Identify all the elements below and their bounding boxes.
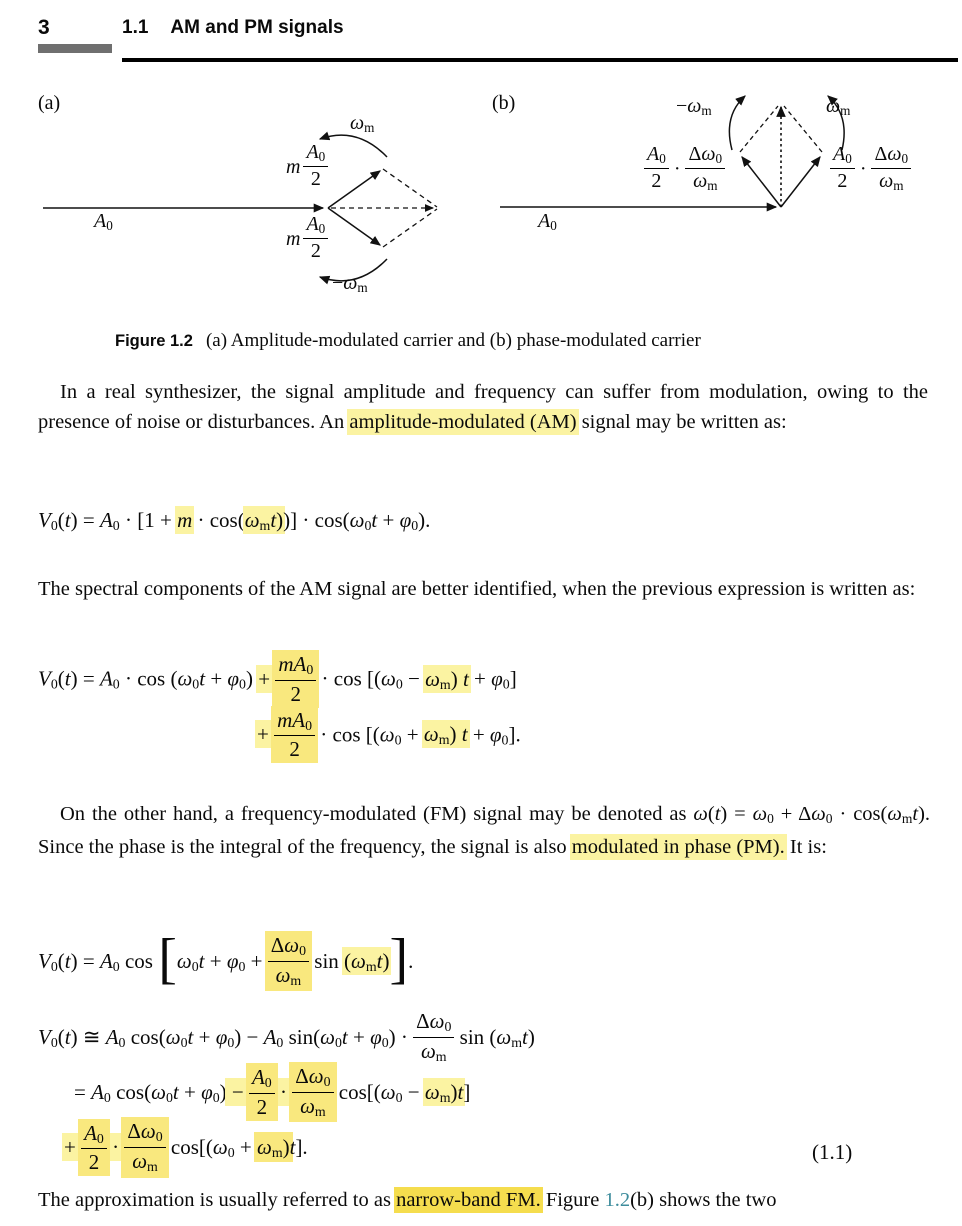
math-frac: $\frac{A0}{2}$ [249, 1066, 275, 1118]
equation-line: = A0 cos(ω0t + φ0) − $\frac{A0}{2}$ · $\frac{\Delta\omega 0}{\omega m}$ cos[(ω0 − ωm)t] [74, 1064, 471, 1120]
math-frac: $\frac{A0}{2}$ [303, 214, 328, 262]
math-frac: $\frac{A0}{2}$ [830, 144, 855, 192]
lower-sideband-arrow-a [328, 208, 380, 245]
highlight: narrow-band FM. [396, 1189, 541, 1211]
highlight: − $\frac{A0}{2}$ · $\frac{\Delta\omega 0}{\omega m}$ [227, 1080, 334, 1104]
parallelogram-dashed-upper-a [383, 169, 437, 207]
panel-a-label: (a) [38, 92, 61, 114]
panel-b-label: (b) [492, 92, 516, 114]
rotation-label-right-b: ωm [826, 95, 851, 118]
figure-caption-label: Figure 1.2 [115, 332, 193, 350]
math-frac: $\frac{\Delta\omega 0}{\omega m}$ [268, 934, 309, 988]
section-heading [122, 17, 344, 39]
equation-number: (1.1) [812, 1140, 853, 1164]
section-number: 1.1 [122, 17, 149, 38]
highlight: modulated in phase (PM). [571, 836, 785, 859]
carrier-amplitude-label-a: A0 [94, 210, 113, 233]
math-frac: $\frac{mA0}{2}$ [274, 709, 315, 761]
math-frac: $\frac{A0}{2}$ [303, 142, 328, 190]
parallelogram-dashed-right-b [784, 106, 822, 152]
rotation-arc-top-a [320, 135, 387, 157]
highlight: amplitude-modulated (AM) [349, 410, 577, 433]
highlight: + [257, 722, 275, 747]
upper-sideband-arrow-a [328, 171, 380, 208]
paragraph-3: On the other hand, a frequency-modulated (FM) signal may be denoted as ω(t) = ω0 + Δω0 · cos(ωmt). Since the phase is the integral of the frequency, the signal is also modulated in phase (PM). It is: [38, 803, 931, 859]
paragraph-1: In a real synthesizer, the signal amplitude and frequency can suffer from modulation, owing to the presence of noise or disturbances. An amplitude-modulated (AM) signal may be written as: [38, 381, 928, 433]
parallelogram-dashed-left-b [740, 106, 778, 152]
sideband-label-left-b: $\frac{A0}{2}$ · $\frac{\Delta\omega 0}{\omega m}$ [644, 146, 725, 195]
equation-line: + $\frac{A0}{2}$ · $\frac{\Delta\omega 0}{\omega m}$ cos[(ω0 + ωm)t]. [64, 1119, 308, 1175]
parallelogram-dashed-lower-a [383, 209, 437, 247]
math-frac: $\frac{A0}{2}$ [81, 1122, 107, 1174]
highlight: ωm)t [424, 1080, 464, 1106]
header-rule [122, 58, 958, 62]
highlight: m [177, 508, 193, 532]
rotation-label-top-a: ωm [350, 112, 375, 135]
paragraph-4: The approximation is usually referred to as narrow-band FM. Figure 1.2(b) shows the two [38, 1189, 777, 1211]
equation-line: V0(t) ≅ A0 cos(ω0t + φ0) − A0 sin(ω0t + φ0) · $\frac{\Delta\omega 0}{\omega m}$ sin (ωmt) [38, 1009, 535, 1064]
figure-panel [0, 86, 962, 332]
paragraph-2: The spectral components of the AM signal are better identified, when the previous expression is written as: [38, 578, 916, 600]
figure-caption-text: (a) Amplitude-modulated carrier and (b) phase-modulated carrier [205, 330, 701, 351]
math-frac: $\frac{\Delta\omega 0}{\omega m}$ [124, 1120, 165, 1174]
highlight: + $\frac{A0}{2}$ · $\frac{\Delta\omega 0}{\omega m}$ [64, 1135, 166, 1159]
equation-fm-expansion [38, 1009, 535, 1181]
big-bracket: [ [158, 928, 177, 991]
section-title: AM and PM signals [170, 17, 344, 38]
math-frac: $\frac{mA0}{2}$ [275, 653, 316, 705]
equation-line: V0(t) = A0 · cos (ω0t + φ0) + $\frac{mA0}{2}$ · cos [(ω0 − ωm) t + φ0] [38, 652, 517, 706]
math-frac: $\frac{\Delta\omega 0}{\omega m}$ [292, 1065, 333, 1119]
left-sideband-arrow-b [742, 157, 781, 207]
math-frac: $\frac{\Delta\omega 0}{\omega m}$ [685, 144, 725, 193]
highlight: ωmt) [244, 508, 284, 534]
rotation-label-left-b: −ωm [676, 95, 712, 118]
equation-am: V0(t) = A0 · [1 + m · cos(ωmt))] · cos(ω0t + φ0). [38, 508, 431, 534]
page-number: 3 [38, 16, 50, 39]
highlight: (ωmt) [344, 948, 390, 974]
math-frac: $\frac{A0}{2}$ [644, 144, 669, 192]
upper-sideband-label-a: m $\frac{A0}{2}$ [286, 144, 328, 192]
highlight: ωm) [256, 1135, 290, 1161]
diagram-b-svg [490, 88, 950, 330]
figure-reference-link[interactable]: 1.2 [604, 1189, 631, 1211]
right-sideband-arrow-b [781, 157, 820, 207]
math-frac: $\frac{\Delta\omega 0}{\omega m}$ [871, 144, 911, 193]
rotation-arc-left-b [729, 96, 745, 150]
figure-caption [115, 330, 701, 352]
highlight: + [258, 666, 276, 691]
highlight: ωm) t [425, 666, 469, 692]
math-frac: $\frac{\Delta\omega 0}{\omega m}$ [413, 1010, 454, 1064]
sideband-label-right-b: $\frac{A0}{2}$ · $\frac{\Delta\omega 0}{\omega m}$ [830, 146, 911, 195]
rotation-label-bottom-a: −ωm [332, 272, 368, 295]
big-bracket: ] [389, 928, 409, 991]
equation-am-spectral [38, 652, 521, 766]
carrier-amplitude-label-b: A0 [538, 210, 557, 233]
section-marker-bar [38, 44, 112, 53]
highlight: ωm) t [423, 722, 468, 748]
equation-line: + $\frac{mA0}{2}$ · cos [(ω0 + ωm) t + φ0]. [257, 707, 521, 762]
lower-sideband-label-a: m $\frac{A0}{2}$ [286, 216, 328, 264]
equation-pm: V0(t) = A0 cos [ω0t + φ0 + $\frac{\Delta\omega 0}{\omega m}$ sin (ωmt)]. [38, 928, 414, 991]
diagram-a-svg [35, 88, 475, 330]
